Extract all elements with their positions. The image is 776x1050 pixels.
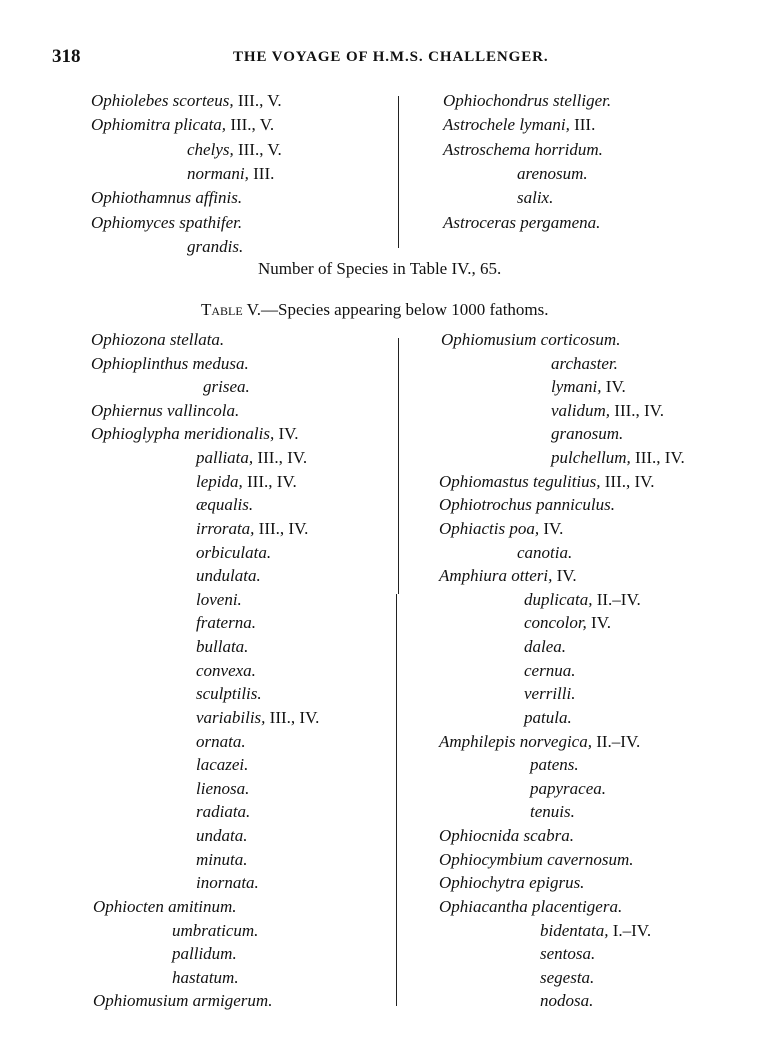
table-references: III., IV. — [253, 448, 308, 468]
species-name: Ophiocten amitinum. — [93, 896, 237, 916]
table5-right-entry — [524, 638, 566, 655]
table4-right-entry — [443, 116, 595, 133]
table-references: IV. — [274, 424, 299, 444]
species-name: lepida, — [196, 471, 243, 491]
table-references: III., IV. — [242, 471, 297, 491]
table5-right-entry — [551, 402, 664, 419]
table-references: III., IV. — [254, 518, 309, 538]
species-name: fraterna. — [196, 613, 256, 633]
species-name: pallidum. — [172, 944, 237, 964]
table5-right-entry — [530, 803, 575, 820]
species-name: Ophiocymbium cavernosum. — [439, 849, 634, 869]
table5-right-entry — [540, 969, 594, 986]
species-name: æqualis. — [196, 495, 254, 515]
species-name: minuta. — [196, 849, 248, 869]
species-name: Astroschema horridum. — [443, 139, 603, 159]
table-references: II.–IV. — [591, 731, 641, 751]
table5-left-entry — [196, 544, 271, 561]
species-name: hastatum. — [172, 967, 239, 987]
table5-left-entry — [196, 709, 319, 726]
species-name: verrilli. — [524, 684, 576, 704]
table-references: II.–IV. — [592, 589, 641, 609]
table5-right-entry — [439, 567, 577, 584]
species-name: Astroceras pergamena. — [443, 212, 601, 232]
table5-left-entry — [196, 567, 261, 584]
table5-right-entry — [439, 496, 615, 513]
table5-left-entry — [196, 614, 256, 631]
species-name: pulchellum, — [551, 448, 631, 468]
species-name: patula. — [524, 707, 572, 727]
table5-right-entry — [439, 520, 563, 537]
species-name: Ophiactis poa, — [439, 518, 540, 538]
species-name: Ophiernus vallincola. — [91, 400, 240, 420]
species-name: Ophioglypha meridionalis, — [91, 424, 275, 444]
table5-right-entry — [551, 425, 623, 442]
table5-left-entry — [91, 355, 249, 372]
species-name: lymani, — [551, 377, 602, 397]
table5-left-entry — [196, 591, 242, 608]
table5-right-entry — [524, 662, 575, 679]
table-references: III. — [248, 163, 275, 183]
page-number: 318 — [52, 46, 81, 67]
table-references: III., IV. — [630, 448, 685, 468]
table5-caption-text: —Species appearing below 1000 fathoms. — [261, 300, 549, 319]
table4-species-count: Number of Species in Table IV., 65. — [258, 259, 502, 278]
species-name: Ophiacantha placentigera. — [439, 896, 623, 916]
species-name: Ophioplinthus medusa. — [91, 353, 249, 373]
table5-left-entry — [196, 520, 308, 537]
species-name: inornata. — [196, 873, 259, 893]
species-name: orbiculata. — [196, 542, 272, 562]
species-name: papyracea. — [530, 778, 607, 798]
table4-right-entry — [443, 214, 600, 231]
species-name: loveni. — [196, 589, 242, 609]
species-name: grandis. — [187, 236, 244, 256]
species-name: tenuis. — [530, 802, 575, 822]
table-references: III., V. — [233, 139, 282, 159]
species-name: lacazei. — [196, 755, 249, 775]
table5-right-entry — [524, 614, 611, 631]
table5-left-entry — [196, 733, 246, 750]
table5-right-entry — [540, 945, 595, 962]
species-name: Amphilepis norvegica, — [439, 731, 592, 751]
table5-left-entry — [91, 425, 298, 442]
table5-right-entry — [517, 544, 572, 561]
species-name: cernua. — [524, 660, 576, 680]
table5-caption — [201, 301, 549, 318]
table5-right-entry — [551, 378, 626, 395]
table5-right-entry — [524, 709, 572, 726]
table5-right-entry — [441, 331, 620, 348]
table5-right-entry — [439, 874, 584, 891]
species-name: Ophiomitra plicata, — [91, 115, 227, 135]
species-name: lienosa. — [196, 778, 250, 798]
table-references: III., IV. — [610, 400, 665, 420]
species-name: validum, — [551, 400, 611, 420]
species-name: undata. — [196, 826, 248, 846]
table5-left-entry — [196, 874, 259, 891]
table5-column-rule-upper — [398, 338, 399, 594]
table-references: III., V. — [226, 115, 275, 135]
table4-left-entry — [187, 141, 282, 158]
table-references: III., V. — [233, 91, 282, 110]
table4-left-entry — [187, 238, 243, 255]
table-references: IV. — [586, 613, 612, 633]
table-references: III., IV. — [600, 471, 655, 491]
species-name: archaster. — [551, 353, 618, 373]
table4-right-entry — [443, 92, 611, 109]
species-name: arenosum. — [517, 163, 588, 183]
species-name: Ophiomusium armigerum. — [93, 991, 273, 1011]
table4-left-entry — [187, 165, 274, 182]
species-name: sentosa. — [540, 944, 596, 964]
table4-right-entry — [517, 189, 553, 206]
species-name: undulata. — [196, 566, 261, 586]
species-name: Ophiolebes scorteus, — [91, 91, 234, 110]
table5-left-entry — [91, 331, 224, 348]
table5-left-entry — [196, 449, 307, 466]
table5-left-entry — [93, 898, 237, 915]
table5-right-entry — [530, 780, 606, 797]
species-name: ornata. — [196, 731, 246, 751]
table-references: IV. — [539, 518, 564, 538]
species-name: dalea. — [524, 637, 567, 657]
table4-right-entry — [443, 141, 603, 158]
table5-left-entry — [196, 662, 256, 679]
table5-left-entry — [172, 922, 258, 939]
table5-left-entry — [93, 992, 272, 1009]
table5-left-entry — [196, 496, 253, 513]
table5-left-entry — [196, 685, 262, 702]
species-name: duplicata, — [524, 589, 593, 609]
species-name: irrorata, — [196, 518, 255, 538]
table5-left-entry — [196, 780, 249, 797]
species-name: Ophiochondrus stelliger. — [443, 91, 612, 110]
table5-left-entry — [196, 851, 247, 868]
table4-left-entry — [91, 189, 242, 206]
table5-column-rule-lower — [396, 594, 397, 1006]
species-name: bullata. — [196, 637, 249, 657]
species-name: Ophiomastus tegulitius, — [439, 471, 601, 491]
species-name: segesta. — [540, 967, 595, 987]
table5-left-entry — [203, 378, 250, 395]
species-name: palliata, — [196, 448, 254, 468]
species-name: normani, — [187, 163, 249, 183]
table5-left-entry — [196, 473, 297, 490]
table5-caption-label: Table V. — [201, 300, 261, 319]
table5-right-entry — [439, 898, 622, 915]
species-name: Ophiomyces spathifer. — [91, 212, 243, 232]
species-name: Astrochele lymani, — [443, 115, 570, 135]
species-name: patens. — [530, 755, 579, 775]
species-name: chelys, — [187, 139, 234, 159]
species-name: Ophiothamnus affinis. — [91, 188, 243, 208]
table5-left-entry — [196, 803, 250, 820]
table-references: III. — [569, 115, 596, 135]
table-references: IV. — [552, 566, 577, 586]
table5-right-entry — [439, 473, 655, 490]
table4-left-entry — [91, 92, 282, 109]
table5-left-entry — [172, 969, 239, 986]
table5-right-entry — [551, 355, 618, 372]
species-name: Ophiotrochus panniculus. — [439, 495, 615, 515]
species-name: bidentata, — [540, 920, 609, 940]
table-references: III., IV. — [265, 707, 320, 727]
table4-right-entry — [517, 165, 588, 182]
species-name: canotia. — [517, 542, 573, 562]
species-name: Ophiocnida scabra. — [439, 826, 575, 846]
table5-right-entry — [540, 992, 593, 1009]
table5-left-entry — [196, 638, 248, 655]
table5-right-entry — [551, 449, 685, 466]
species-name: grisea. — [203, 377, 250, 397]
species-name: variabilis, — [196, 707, 266, 727]
table5-left-entry — [196, 756, 248, 773]
species-name: convexa. — [196, 660, 256, 680]
species-name: sculptilis. — [196, 684, 262, 704]
species-name: nodosa. — [540, 991, 594, 1011]
table5-right-entry — [439, 851, 634, 868]
table5-right-entry — [524, 685, 575, 702]
table5-left-entry — [172, 945, 237, 962]
species-name: Ophiochytra epigrus. — [439, 873, 585, 893]
table5-left-entry — [91, 402, 239, 419]
table4-column-rule — [398, 96, 399, 248]
table-references: IV. — [601, 377, 626, 397]
table5-right-entry — [540, 922, 651, 939]
species-name: Ophiomusium corticosum. — [441, 330, 621, 349]
table5-left-entry — [196, 827, 247, 844]
table5-right-entry — [524, 591, 641, 608]
running-title: THE VOYAGE OF H.M.S. CHALLENGER. — [233, 49, 549, 65]
table-references: I.–IV. — [608, 920, 652, 940]
table5-right-entry — [439, 733, 640, 750]
species-name: salix. — [517, 188, 554, 208]
table4-left-entry — [91, 116, 274, 133]
species-name: concolor, — [524, 613, 587, 633]
table4-left-entry — [91, 214, 242, 231]
species-name: Ophiozona stellata. — [91, 330, 225, 349]
species-name: radiata. — [196, 802, 251, 822]
table5-right-entry — [530, 756, 579, 773]
species-name: umbraticum. — [172, 920, 259, 940]
table5-right-entry — [439, 827, 574, 844]
species-name: granosum. — [551, 424, 624, 444]
species-name: Amphiura otteri, — [439, 566, 553, 586]
